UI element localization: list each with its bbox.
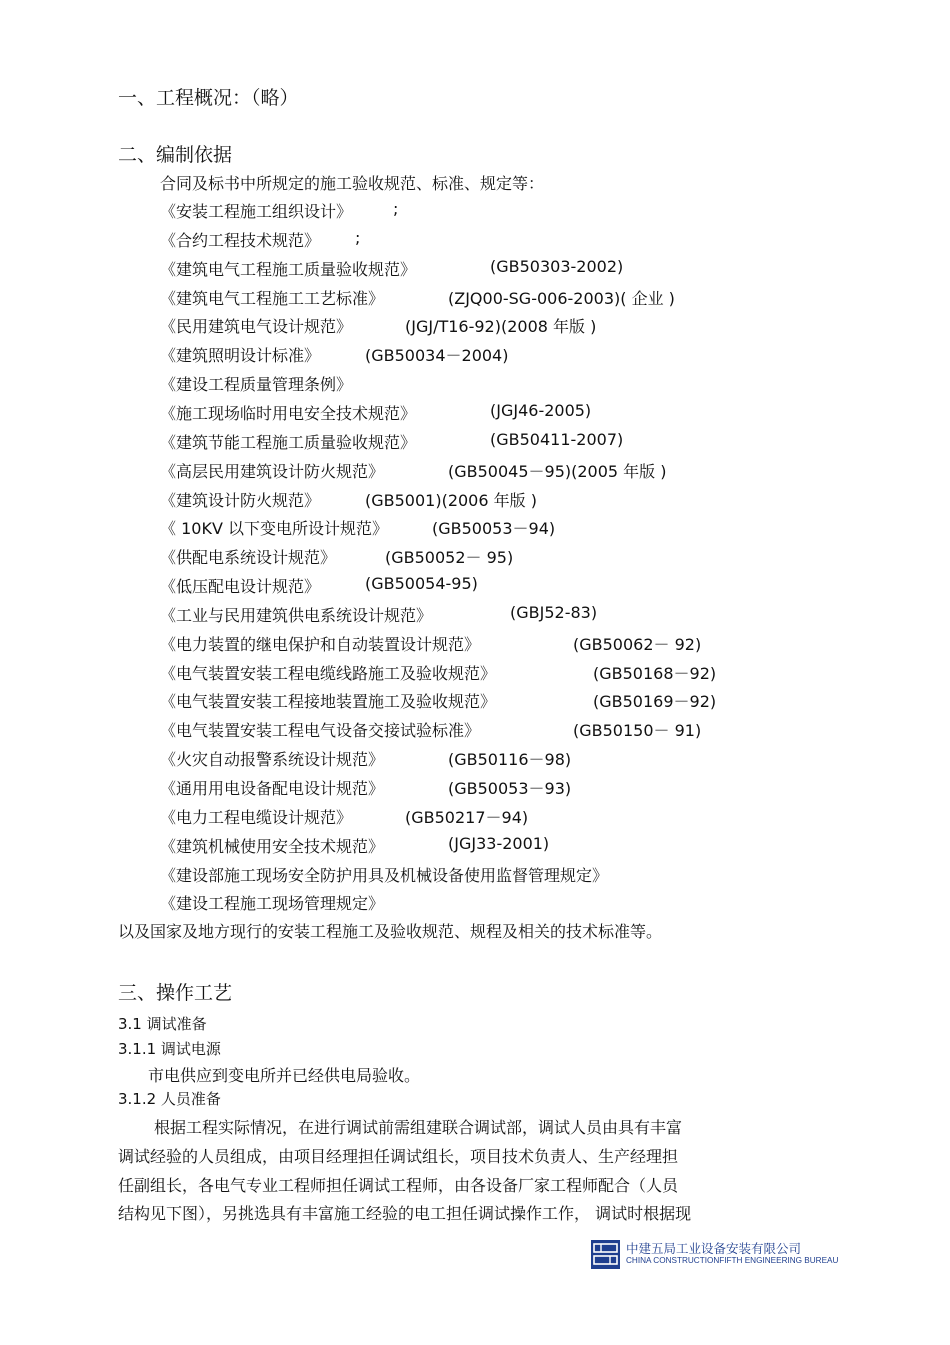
reference-item <box>160 343 509 367</box>
reference-item <box>160 805 529 829</box>
reference-name: 《民用建筑电气设计规范》 <box>160 317 353 337</box>
reference-code: ; <box>355 227 361 247</box>
reference-name: 《建筑机械使用安全技术规范》 <box>160 836 385 856</box>
reference-item <box>160 632 702 656</box>
reference-item <box>160 747 572 771</box>
reference-item <box>160 400 592 425</box>
reference-name: 《工业与民用建筑供电系统设计规范》 <box>160 605 433 625</box>
company-logo <box>591 1240 620 1269</box>
reference-item <box>160 718 702 742</box>
paragraph-line: 根据工程实际情况，在进行调试前需组建联合调试部，调试人员由具有丰富 <box>154 1118 683 1137</box>
reference-code: (GB50217－94) <box>405 807 529 827</box>
subsection-3-1-2: 3.1.2 人员准备 <box>118 1090 221 1108</box>
reference-name: 《电气装置安装工程电气设备交接试验标准》 <box>160 721 481 741</box>
reference-name: 《火灾自动报警系统设计规范》 <box>160 750 385 770</box>
reference-code: (GB50411-2007) <box>490 429 624 449</box>
reference-name: 《供配电系统设计规范》 <box>160 548 337 568</box>
reference-name: 《建设部施工现场安全防护用具及机械设备使用监督管理规定》 <box>160 865 609 885</box>
reference-name: 《安装工程施工组织设计》 <box>160 202 353 221</box>
reference-name: 《建设工程质量管理条例》 <box>160 375 353 395</box>
reference-name: 《建筑电气工程施工工艺标准》 <box>160 288 385 308</box>
section1-title: 一、工程概况：（略） <box>118 87 299 109</box>
reference-code: (GB5001)(2006 年版 ) <box>365 490 537 510</box>
reference-code: (ZJQ00-SG-006-2003)( 企业 ) <box>448 288 675 308</box>
subsection-3-1-1: 3.1.1 调试电源 <box>118 1040 221 1058</box>
reference-item <box>160 459 667 483</box>
reference-item <box>160 833 550 858</box>
reference-code: (GB50062－ 92) <box>573 634 702 654</box>
section2-title: 二、编制依据 <box>118 144 233 166</box>
reference-code: (JGJ/T16-92)(2008 年版 ) <box>405 317 597 337</box>
reference-code: (JGJ33-2001) <box>448 833 550 853</box>
reference-name: 《建筑设计防火规范》 <box>160 490 321 510</box>
reference-code: (GB50169－92) <box>593 692 717 712</box>
reference-item <box>160 661 717 685</box>
reference-item <box>160 372 352 396</box>
reference-code: (GB50053－93) <box>448 779 572 798</box>
reference-code: (GB50045－95)(2005 年版 ) <box>448 461 667 481</box>
reference-item <box>160 314 597 338</box>
reference-item <box>160 488 537 512</box>
reference-name: 《电力工程电缆设计规范》 <box>160 807 353 827</box>
reference-item <box>160 891 384 915</box>
reference-name: 《电力装置的继电保护和自动装置设计规范》 <box>160 634 481 654</box>
reference-item <box>160 574 478 598</box>
reference-name: 《电气装置安装工程接地装置施工及验收规范》 <box>160 692 497 712</box>
reference-code: (GBJ52-83) <box>510 602 598 622</box>
reference-item <box>160 545 514 569</box>
reference-item <box>160 256 624 281</box>
reference-item <box>160 516 556 540</box>
reference-code: (GB50052－ 95) <box>385 548 514 568</box>
section3-title: 三、操作工艺 <box>118 982 233 1004</box>
reference-name: 《高层民用建筑设计防火规范》 <box>160 461 385 481</box>
reference-item <box>160 776 572 800</box>
reference-item <box>160 286 675 310</box>
reference-name: 《合约工程技术规范》 <box>160 230 321 250</box>
company-logo-icon <box>591 1240 620 1269</box>
reference-name: 《 10KV 以下变电所设计规范》 <box>160 519 388 539</box>
reference-item <box>160 199 399 223</box>
subsection-3-1: 3.1 调试准备 <box>118 1015 207 1033</box>
paragraph-line: 调试经验的人员组成，由项目经理担任调试组长，项目技术负责人、生产经理担 <box>118 1147 679 1166</box>
reference-item <box>160 863 608 887</box>
reference-name: 《建筑电气工程施工质量验收规范》 <box>160 259 417 279</box>
reference-code: (GB50034－2004) <box>365 346 509 366</box>
reference-item <box>160 429 624 454</box>
reference-code: ; <box>393 199 399 218</box>
reference-item <box>160 602 598 627</box>
reference-name: 《施工现场临时用电安全技术规范》 <box>160 403 417 423</box>
reference-code: (GB50054-95) <box>365 574 478 594</box>
reference-name: 《通用用电设备配电设计规范》 <box>160 779 385 798</box>
reference-code: (GB50053－94) <box>432 519 556 539</box>
reference-code: (GB50168－92) <box>593 663 717 683</box>
reference-name: 《建筑节能工程施工质量验收规范》 <box>160 432 417 452</box>
reference-code: (GB50303-2002) <box>490 256 624 276</box>
section2-intro: 合同及标书中所规定的施工验收规范、标准、规定等： <box>160 174 545 193</box>
reference-code: (GB50116－98) <box>448 750 572 770</box>
reference-name: 《建筑照明设计标准》 <box>160 346 321 366</box>
reference-item <box>160 227 361 252</box>
paragraph-line: 结构见下图），另挑选具有丰富施工经验的电工担任调试操作工作， 调试时根据现 <box>118 1204 692 1223</box>
reference-item <box>160 689 717 713</box>
reference-code: (JGJ46-2005) <box>490 400 592 420</box>
reference-name: 《建设工程施工现场管理规定》 <box>160 894 385 914</box>
paragraph-line: 任副组长，各电气专业工程师担任调试工程师，由各设备厂家工程师配合（人员 <box>118 1176 679 1195</box>
subsection-3-1-1-text: 市电供应到变电所并已经供电局验收。 <box>148 1066 421 1085</box>
company-name: 中建五局工业设备安装有限公司 <box>626 1241 802 1256</box>
section2-closing: 以及国家及地方现行的安装工程施工及验收规范、规程及相关的技术标准等。 <box>118 922 663 941</box>
company-name-en: CHINA CONSTRUCTIONFIFTH ENGINEERING BUREAU <box>626 1256 839 1265</box>
reference-name: 《电气装置安装工程电缆线路施工及验收规范》 <box>160 663 497 683</box>
reference-code: (GB50150－ 91) <box>573 721 702 741</box>
reference-name: 《低压配电设计规范》 <box>160 577 321 597</box>
